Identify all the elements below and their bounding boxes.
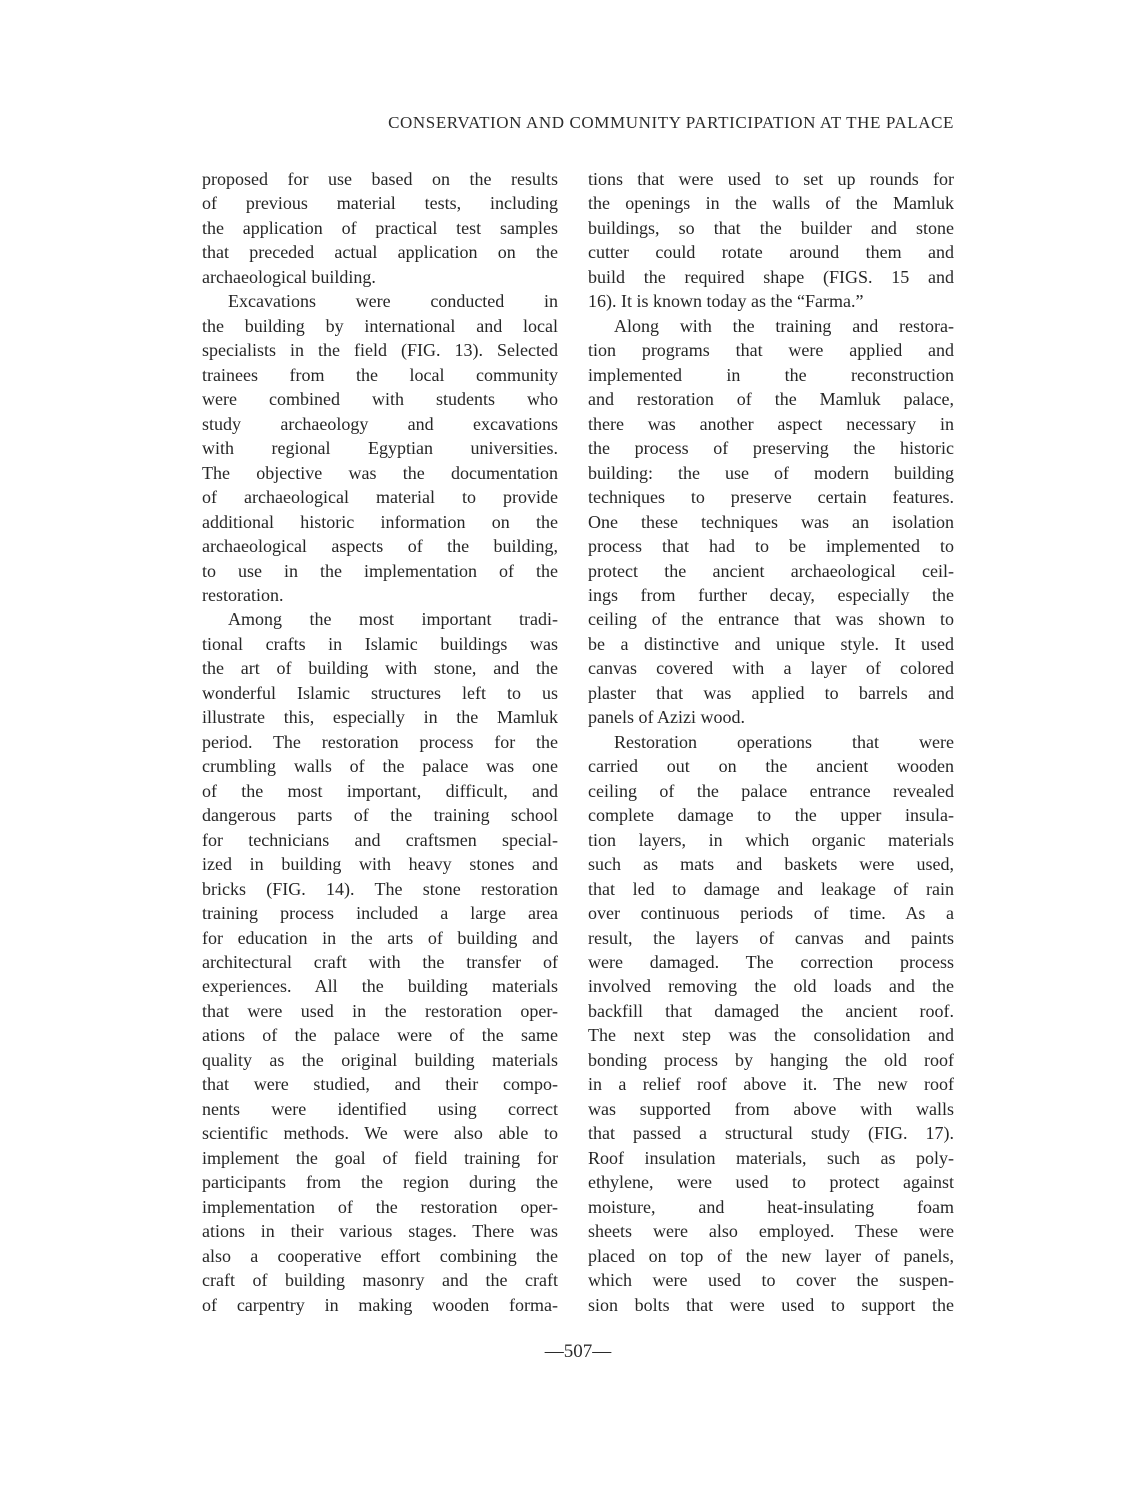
text-line: involved removing the old loads and the	[588, 976, 954, 997]
text-line: tional crafts in Islamic buildings was	[202, 633, 558, 654]
running-header: CONSERVATION AND COMMUNITY PARTICIPATION AT THE PALACE	[388, 113, 954, 132]
text-line: panels of Azizi wood.	[588, 707, 745, 728]
text-line: Roof insulation materials, such as poly-	[588, 1147, 954, 1168]
text-line: carried out on the ancient wooden	[588, 756, 954, 777]
text-line: placed on top of the new layer of panels,	[588, 1245, 954, 1266]
text-line: ings from further decay, especially the	[588, 584, 954, 605]
text-line: of carpentry in making wooden forma-	[202, 1294, 558, 1315]
text-line: ceiling of the entrance that was shown to	[588, 609, 954, 630]
text-line: the application of practical test samples	[202, 217, 558, 238]
text-line: proposed for use based on the results	[202, 169, 558, 189]
text-line: tion programs that were applied and	[588, 340, 954, 361]
text-column-left	[202, 167, 558, 1317]
text-line: craft of building masonry and the craft	[202, 1270, 558, 1291]
text-line: that led to damage and leakage of rain	[588, 878, 954, 899]
text-line: implemented in the reconstruction	[588, 364, 954, 385]
text-line: for education in the arts of building and	[202, 927, 558, 948]
text-line: training process included a large area	[202, 903, 558, 924]
text-line: canvas covered with a layer of colored	[588, 658, 954, 679]
text-line: complete damage to the upper insula-	[588, 805, 954, 826]
text-line: build the required shape (FIGS. 15 and	[588, 266, 954, 287]
text-line: implementation of the restoration oper-	[202, 1196, 558, 1217]
text-line: the process of preserving the historic	[588, 438, 954, 459]
text-line: period. The restoration process for the	[202, 731, 558, 752]
text-column-right	[588, 167, 954, 1317]
text-line: was supported from above with walls	[588, 1098, 954, 1119]
text-line: The objective was the documentation	[202, 462, 558, 483]
text-line: ized in building with heavy stones and	[202, 854, 558, 875]
text-line: quality as the original building materials	[202, 1049, 558, 1070]
text-line: archaeological building.	[202, 266, 376, 287]
text-line: for technicians and craftsmen special-	[202, 829, 558, 850]
text-line: also a cooperative effort combining the	[202, 1245, 558, 1266]
text-line: to use in the implementation of the	[202, 560, 558, 581]
text-line: were damaged. The correction process	[588, 952, 954, 972]
text-line: sheets were also employed. These were	[588, 1221, 954, 1242]
text-line: bricks (FIG. 14). The stone restoration	[202, 878, 558, 899]
text-line: Along with the training and restora-	[614, 315, 954, 336]
text-line: archaeological aspects of the building,	[202, 536, 558, 557]
text-line: the art of building with stone, and the	[202, 658, 558, 679]
text-line: that were studied, and their compo-	[202, 1074, 558, 1095]
text-line: the openings in the walls of the Mamluk	[588, 193, 954, 214]
text-line: techniques to preserve certain features.	[588, 487, 954, 508]
text-line: illustrate this, especially in the Mamluk	[202, 707, 558, 728]
text-line: specialists in the field (FIG. 13). Selected	[202, 340, 558, 361]
text-line: restoration.	[202, 584, 284, 605]
text-line: moisture, and heat-insulating foam	[588, 1196, 954, 1217]
text-line: architectural craft with the transfer of	[202, 952, 558, 972]
text-line: crumbling walls of the palace was one	[202, 756, 558, 777]
text-line: building: the use of modern building	[588, 462, 954, 483]
text-line: The next step was the consolidation and	[588, 1025, 954, 1046]
text-line: backfill that damaged the ancient roof.	[588, 1000, 954, 1021]
text-line: of the most important, difficult, and	[202, 780, 558, 801]
text-line: nents were identified using correct	[202, 1098, 558, 1119]
text-line: One these techniques was an isolation	[588, 511, 954, 532]
text-line: that passed a structural study (FIG. 17).	[588, 1123, 954, 1144]
text-line: result, the layers of canvas and paints	[588, 927, 954, 948]
page-number: —507—	[544, 1341, 612, 1362]
text-line: study archaeology and excavations	[202, 413, 558, 434]
text-line: which were used to cover the suspen-	[588, 1270, 954, 1291]
text-line: of previous material tests, including	[202, 193, 558, 214]
text-line: wonderful Islamic structures left to us	[202, 682, 558, 703]
text-line: Excavations were conducted in	[228, 291, 558, 312]
text-line: dangerous parts of the training school	[202, 805, 558, 826]
text-line: experiences. All the building materials	[202, 976, 558, 997]
text-line: that were used in the restoration oper-	[202, 1000, 558, 1021]
text-line: implement the goal of field training for	[202, 1147, 558, 1168]
text-line: ations of the palace were of the same	[202, 1025, 558, 1046]
text-line: were combined with students who	[202, 389, 558, 410]
text-line: that preceded actual application on the	[202, 242, 558, 263]
text-line: of archaeological material to provide	[202, 487, 558, 508]
text-line: tion layers, in which organic materials	[588, 829, 954, 850]
text-line: ethylene, were used to protect against	[588, 1172, 954, 1193]
text-line: trainees from the local community	[202, 364, 558, 385]
text-line: such as mats and baskets were used,	[588, 854, 954, 875]
text-line: plaster that was applied to barrels and	[588, 682, 954, 703]
text-line: the building by international and local	[202, 315, 558, 336]
text-line: ceiling of the palace entrance revealed	[588, 780, 954, 801]
text-line: there was another aspect necessary in	[588, 413, 954, 434]
text-line: protect the ancient archaeological ceil-	[588, 560, 954, 581]
text-line: in a relief roof above it. The new roof	[588, 1074, 954, 1095]
text-line: with regional Egyptian universities.	[202, 438, 558, 459]
text-line: buildings, so that the builder and stone	[588, 217, 954, 238]
text-line: and restoration of the Mamluk palace,	[588, 389, 954, 410]
text-line: additional historic information on the	[202, 511, 558, 532]
text-line: be a distinctive and unique style. It used	[588, 633, 954, 654]
text-line: scientific methods. We were also able to	[202, 1123, 558, 1144]
text-line: sion bolts that were used to support the	[588, 1294, 954, 1315]
text-columns	[202, 167, 954, 1317]
text-line: process that had to be implemented to	[588, 536, 954, 557]
text-line: bonding process by hanging the old roof	[588, 1049, 954, 1070]
text-line: Among the most important tradi-	[228, 609, 558, 630]
text-line: cutter could rotate around them and	[588, 242, 954, 263]
text-line: ations in their various stages. There was	[202, 1221, 558, 1242]
text-line: over continuous periods of time. As a	[588, 903, 954, 924]
text-line: 16). It is known today as the “Farma.”	[588, 291, 864, 312]
text-line: tions that were used to set up rounds for	[588, 169, 954, 189]
text-line: participants from the region during the	[202, 1172, 558, 1193]
text-line: Restoration operations that were	[614, 731, 954, 752]
